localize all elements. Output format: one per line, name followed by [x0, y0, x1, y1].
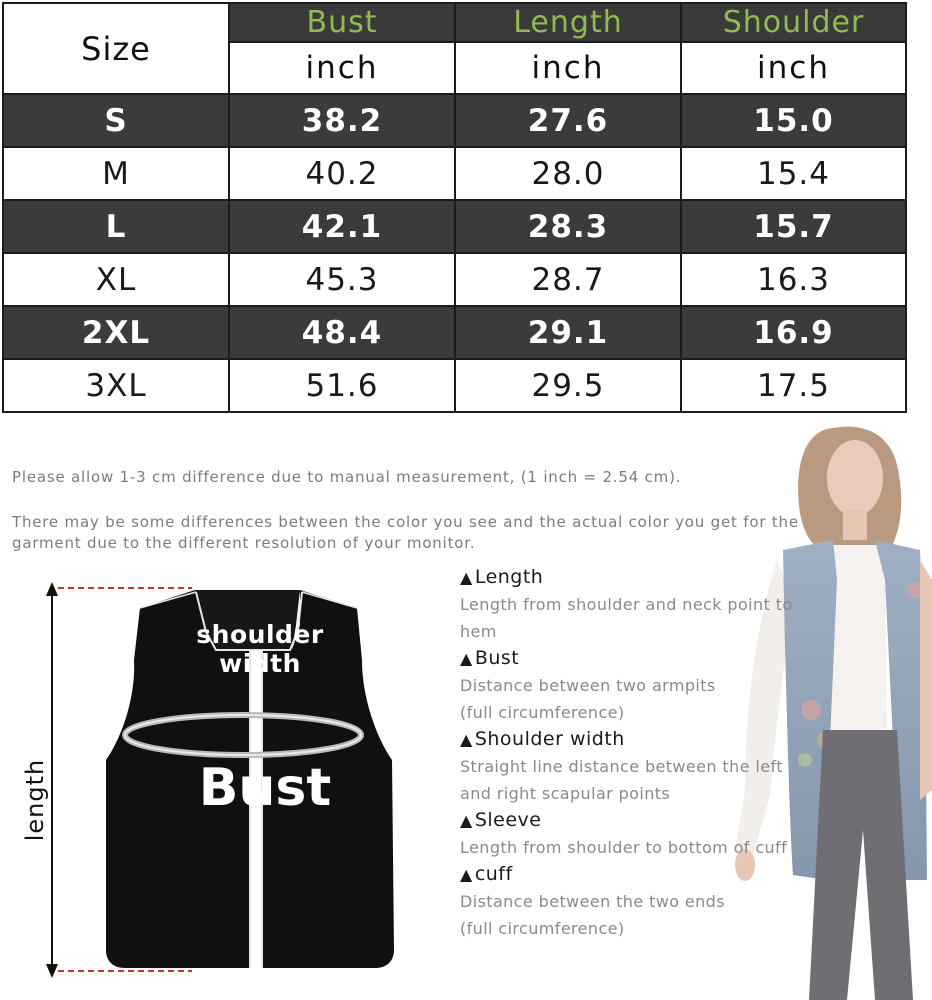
- bust-unit: inch: [229, 42, 455, 94]
- sleeve-definition-text: Length from shoulder to bottom of cuff: [460, 838, 788, 857]
- size-cell: XL: [3, 253, 229, 306]
- bust-definition-title: ▲ Bust: [460, 647, 520, 669]
- bust-cell: 45.3: [229, 253, 455, 306]
- triangle-icon: ▲: [460, 568, 473, 587]
- sleeve-definition-title: ▲ Sleeve: [460, 809, 542, 831]
- shoulder-cell: 15.4: [681, 147, 906, 200]
- shoulder-column-header: Shoulder: [681, 3, 906, 42]
- triangle-icon: ▲: [460, 811, 473, 830]
- bust-cell: 38.2: [229, 94, 455, 147]
- shoulder-cell: 16.3: [681, 253, 906, 306]
- table-row: [3, 94, 906, 147]
- length-cell: 27.6: [455, 94, 681, 147]
- length-column-header: Length: [455, 3, 681, 42]
- shoulder-cell: 16.9: [681, 306, 906, 359]
- cuff-definition-text: Distance between the two ends (full circumference): [460, 892, 725, 938]
- table-row: [3, 147, 906, 200]
- table-row: [3, 359, 906, 412]
- length-definition-text: Length from shoulder and neck point to hem: [460, 595, 793, 641]
- bust-definition-text: Distance between two armpits (full circumference): [460, 676, 716, 722]
- size-cell: S: [3, 94, 229, 147]
- length-cell: 29.1: [455, 306, 681, 359]
- table-header-row: [3, 3, 906, 42]
- table-row: [3, 253, 906, 306]
- size-cell: 3XL: [3, 359, 229, 412]
- shoulder-definition-text: Straight line distance between the left and right scapular points: [460, 757, 783, 803]
- table-row: [3, 200, 906, 253]
- size-cell: M: [3, 147, 229, 200]
- length-cell: 28.7: [455, 253, 681, 306]
- measurement-definitions: [460, 564, 820, 942]
- bust-cell: 48.4: [229, 306, 455, 359]
- shoulder-cell: 17.5: [681, 359, 906, 412]
- bust-column-header: Bust: [229, 3, 455, 42]
- shoulder-cell: 15.7: [681, 200, 906, 253]
- shoulder-definition-title: ▲ Shoulder width: [460, 728, 625, 750]
- size-cell: 2XL: [3, 306, 229, 359]
- bust-label: Bust: [198, 758, 332, 818]
- cuff-definition-title: ▲ cuff: [460, 863, 513, 885]
- size-cell: L: [3, 200, 229, 253]
- triangle-icon: ▲: [460, 865, 473, 884]
- shoulder-cell: 15.0: [681, 94, 906, 147]
- triangle-icon: ▲: [460, 649, 473, 668]
- shoulder-width-label: shoulder width: [196, 620, 324, 678]
- bust-cell: 42.1: [229, 200, 455, 253]
- bust-cell: 40.2: [229, 147, 455, 200]
- length-cell: 28.3: [455, 200, 681, 253]
- size-chart-table: [2, 2, 907, 413]
- length-cell: 28.0: [455, 147, 681, 200]
- length-definition-title: ▲ Length: [460, 566, 544, 588]
- length-cell: 29.5: [455, 359, 681, 412]
- shoulder-unit: inch: [681, 42, 906, 94]
- measurement-note: Please allow 1-3 cm difference due to manual measurement, (1 inch = 2.54 cm).: [12, 468, 682, 486]
- table-row: [3, 306, 906, 359]
- size-column-header: Size: [3, 3, 229, 94]
- triangle-icon: ▲: [460, 730, 473, 749]
- bust-cell: 51.6: [229, 359, 455, 412]
- color-note: There may be some differences between the color you see and the actual color you get for the garment due to the different resolution of your monitor.: [12, 513, 799, 552]
- length-unit: inch: [455, 42, 681, 94]
- length-label: length: [21, 758, 49, 842]
